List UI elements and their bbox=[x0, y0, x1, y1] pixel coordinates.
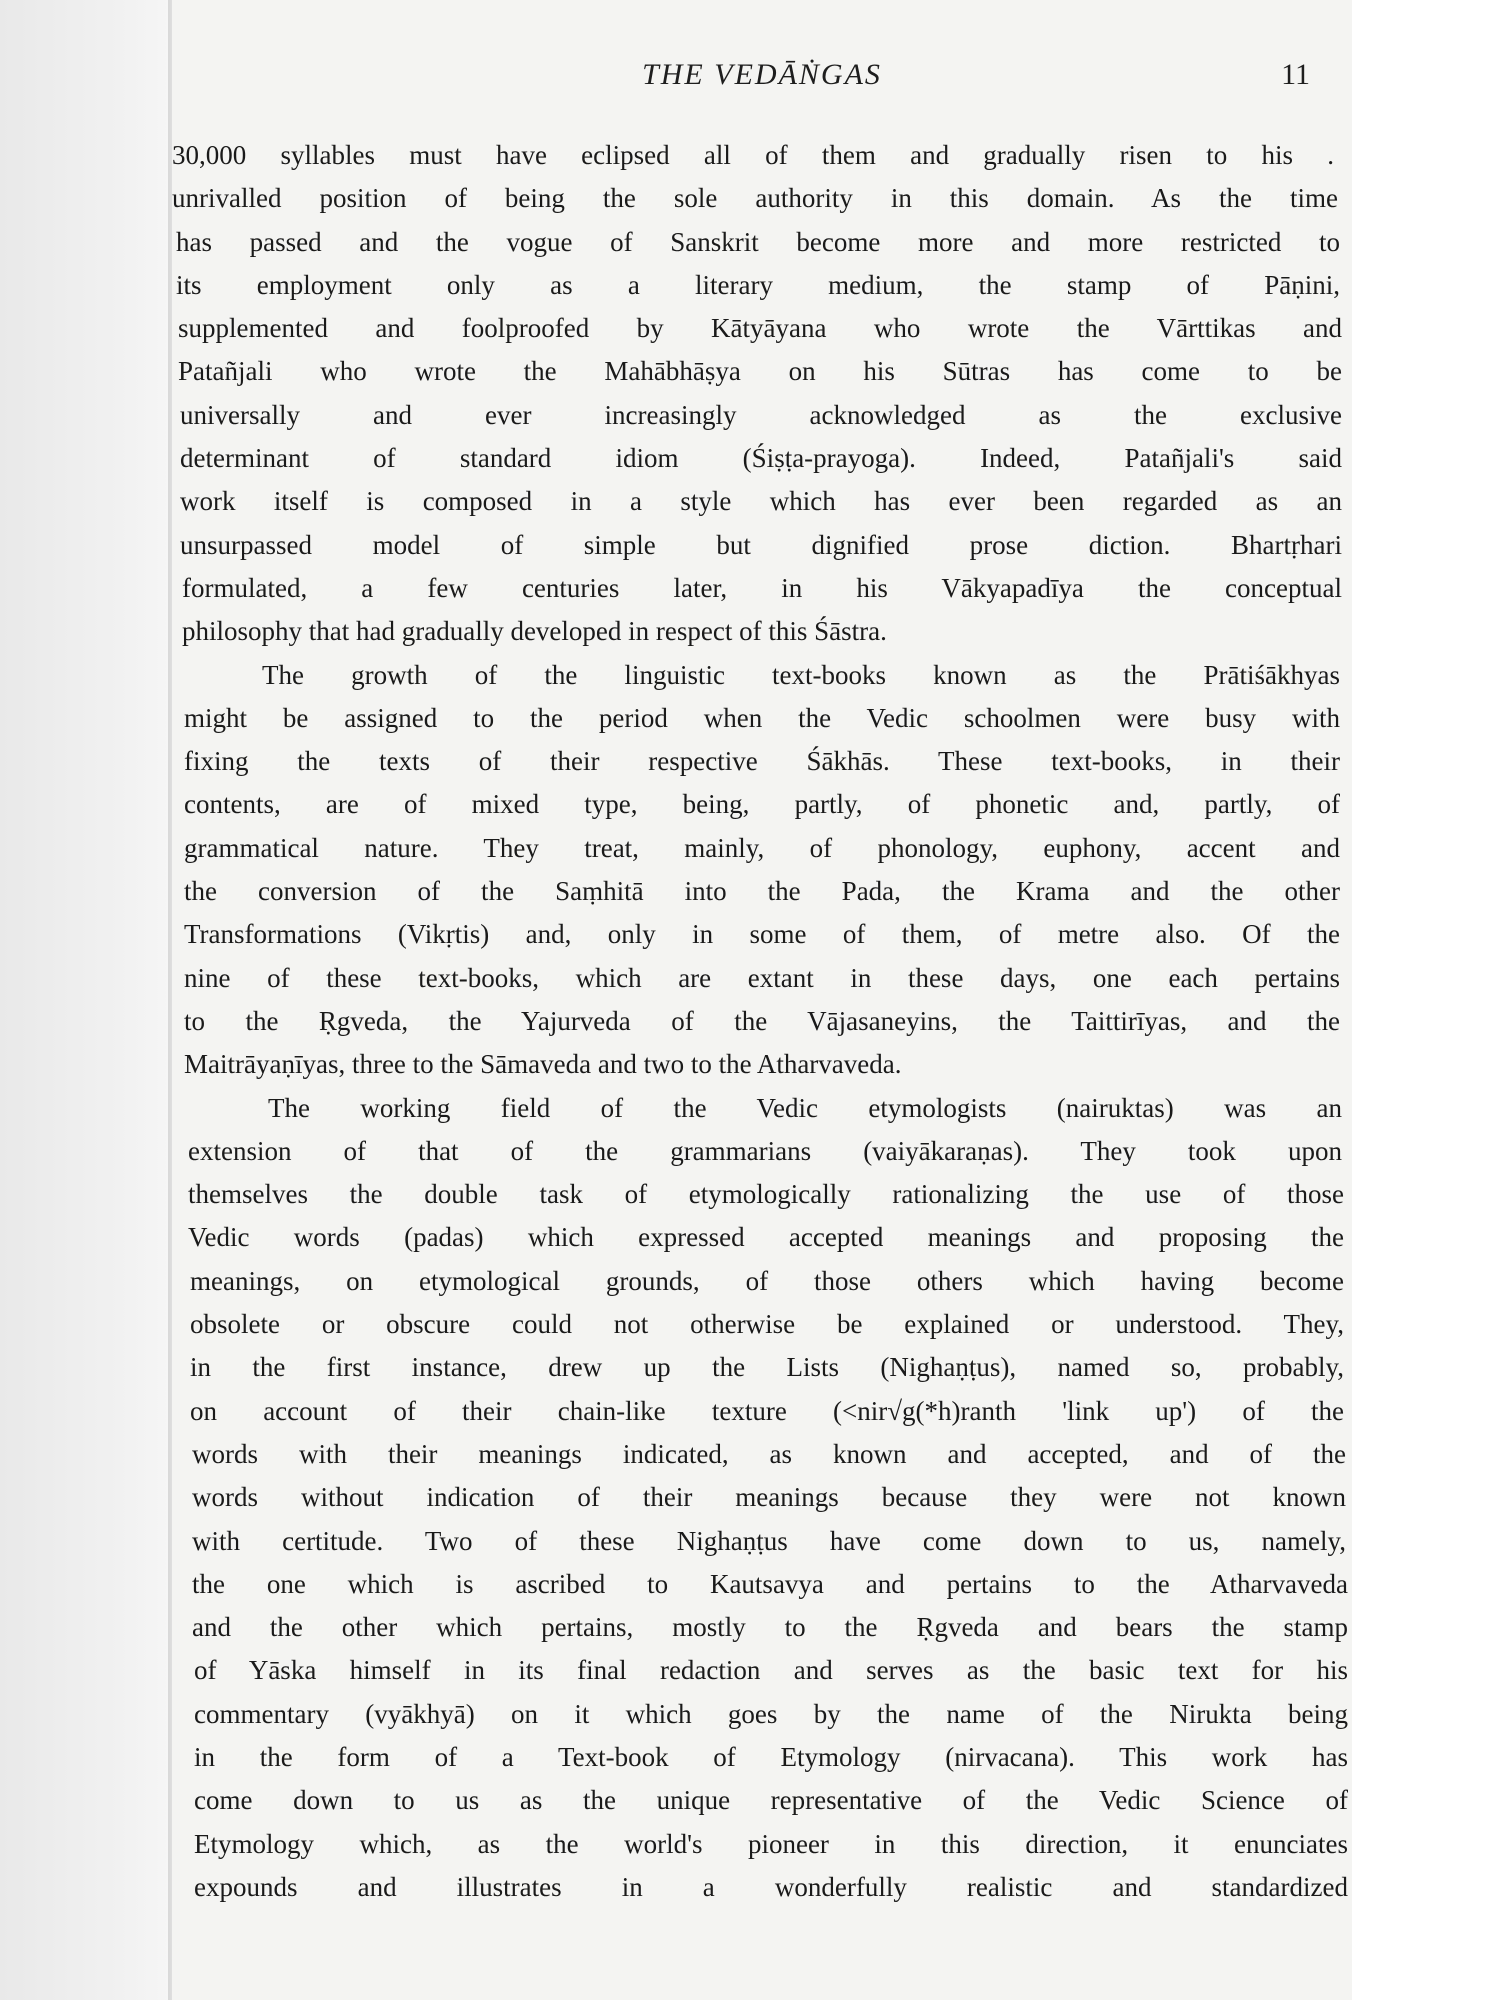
text-line: determinant of standard idiom (Śiṣṭa-prayoga). Indeed, Patañjali's said bbox=[180, 443, 1342, 474]
text-line: on account of their chain-like texture (<nir√g(*h)ranth 'link up') of the bbox=[190, 1395, 1344, 1426]
book-page bbox=[172, 0, 1352, 2000]
text-line: obsolete or obscure could not otherwise be explained or understood. They, bbox=[190, 1309, 1344, 1340]
page-number: 11 bbox=[1281, 58, 1310, 91]
text-line: The growth of the linguistic text-books known as the Prātiśākhyas bbox=[262, 659, 1340, 690]
text-line: contents, are of mixed type, being, partly, of phonetic and, partly, of bbox=[184, 789, 1340, 820]
text-line: extension of that of the grammarians (vaiyākaraṇas). They took upon bbox=[188, 1135, 1342, 1166]
text-line: grammatical nature. They treat, mainly, of phonology, euphony, accent and bbox=[184, 832, 1340, 863]
paragraph-1 bbox=[172, 134, 1352, 654]
paragraph-3 bbox=[172, 1087, 1352, 1910]
text-line: and the other which pertains, mostly to the Ṛgveda and bears the stamp bbox=[192, 1612, 1348, 1643]
text-line: unrivalled position of being the sole authority in this domain. As the time bbox=[172, 183, 1338, 214]
text-line: Maitrāyaṇīyas, three to the Sāmaveda and two to the Atharvaveda. bbox=[184, 1049, 902, 1080]
text-line: in the form of a Text-book of Etymology (nirvacana). This work has bbox=[194, 1741, 1348, 1772]
body-text bbox=[172, 134, 1352, 1909]
text-line: The working field of the Vedic etymologists (nairuktas) was an bbox=[268, 1092, 1342, 1123]
text-line: words with their meanings indicated, as known and accepted, and of the bbox=[192, 1438, 1346, 1469]
text-line: of Yāska himself in its final redaction and serves as the basic text for his bbox=[194, 1655, 1348, 1686]
scan-right-margin bbox=[1352, 0, 1500, 2000]
text-line: its employment only as a literary medium, the stamp of Pāṇini, bbox=[176, 269, 1340, 300]
text-line: Patañjali who wrote the Mahābhāṣya on his Sūtras has come to be bbox=[178, 356, 1342, 387]
text-line: the one which is ascribed to Kautsavya and pertains to the Atharvaveda bbox=[192, 1568, 1348, 1599]
text-line: Transformations (Vikṛtis) and, only in some of them, of metre also. Of the bbox=[184, 919, 1340, 950]
text-line: expounds and illustrates in a wonderfully realistic and standardized bbox=[194, 1871, 1348, 1902]
text-line: universally and ever increasingly acknowledged as the exclusive bbox=[180, 399, 1342, 430]
text-line: might be assigned to the period when the Vedic schoolmen were busy with bbox=[184, 702, 1340, 733]
text-line: Etymology which, as the world's pioneer in this direction, it enunciates bbox=[194, 1828, 1348, 1859]
text-line: 30,000 syllables must have eclipsed all of them and gradually risen to his . bbox=[172, 140, 1334, 170]
text-line: unsurpassed model of simple but dignified prose diction. Bhartṛhari bbox=[180, 529, 1342, 560]
text-line: philosophy that had gradually developed in respect of this Śāstra. bbox=[182, 616, 887, 647]
running-title: THE VEDĀṄGAS bbox=[642, 58, 882, 91]
text-line: formulated, a few centuries later, in his Vākyapadīya the conceptual bbox=[182, 572, 1342, 603]
text-line: supplemented and foolproofed by Kātyāyana who wrote the Vārttikas and bbox=[178, 313, 1342, 344]
text-line: the conversion of the Saṃhitā into the Pada, the Krama and the other bbox=[184, 876, 1340, 907]
text-line: nine of these text-books, which are extant in these days, one each pertains bbox=[184, 962, 1340, 993]
text-line: fixing the texts of their respective Śākhās. These text-books, in their bbox=[184, 746, 1340, 777]
text-line: has passed and the vogue of Sanskrit become more and more restricted to bbox=[176, 226, 1340, 257]
text-line: work itself is composed in a style which has ever been regarded as an bbox=[180, 486, 1342, 517]
text-line: words without indication of their meanings because they were not known bbox=[192, 1482, 1346, 1513]
text-line: in the first instance, drew up the Lists (Nighaṇṭus), named so, probably, bbox=[190, 1352, 1344, 1383]
text-line: themselves the double task of etymologically rationalizing the use of those bbox=[188, 1179, 1344, 1210]
text-line: meanings, on etymological grounds, of those others which having become bbox=[190, 1265, 1344, 1296]
text-line: Vedic words (padas) which expressed accepted meanings and proposing the bbox=[188, 1222, 1344, 1253]
text-line: with certitude. Two of these Nighaṇṭus have come down to us, namely, bbox=[192, 1525, 1346, 1556]
text-line: to the Ṛgveda, the Yajurveda of the Vājasaneyins, the Taittirīyas, and the bbox=[184, 1005, 1340, 1036]
text-line: come down to us as the unique representative of the Vedic Science of bbox=[194, 1785, 1348, 1816]
text-line: commentary (vyākhyā) on it which goes by the name of the Nirukta being bbox=[194, 1698, 1348, 1729]
paragraph-2 bbox=[172, 654, 1352, 1087]
page-header bbox=[172, 58, 1352, 108]
book-left-edge bbox=[0, 0, 172, 2000]
